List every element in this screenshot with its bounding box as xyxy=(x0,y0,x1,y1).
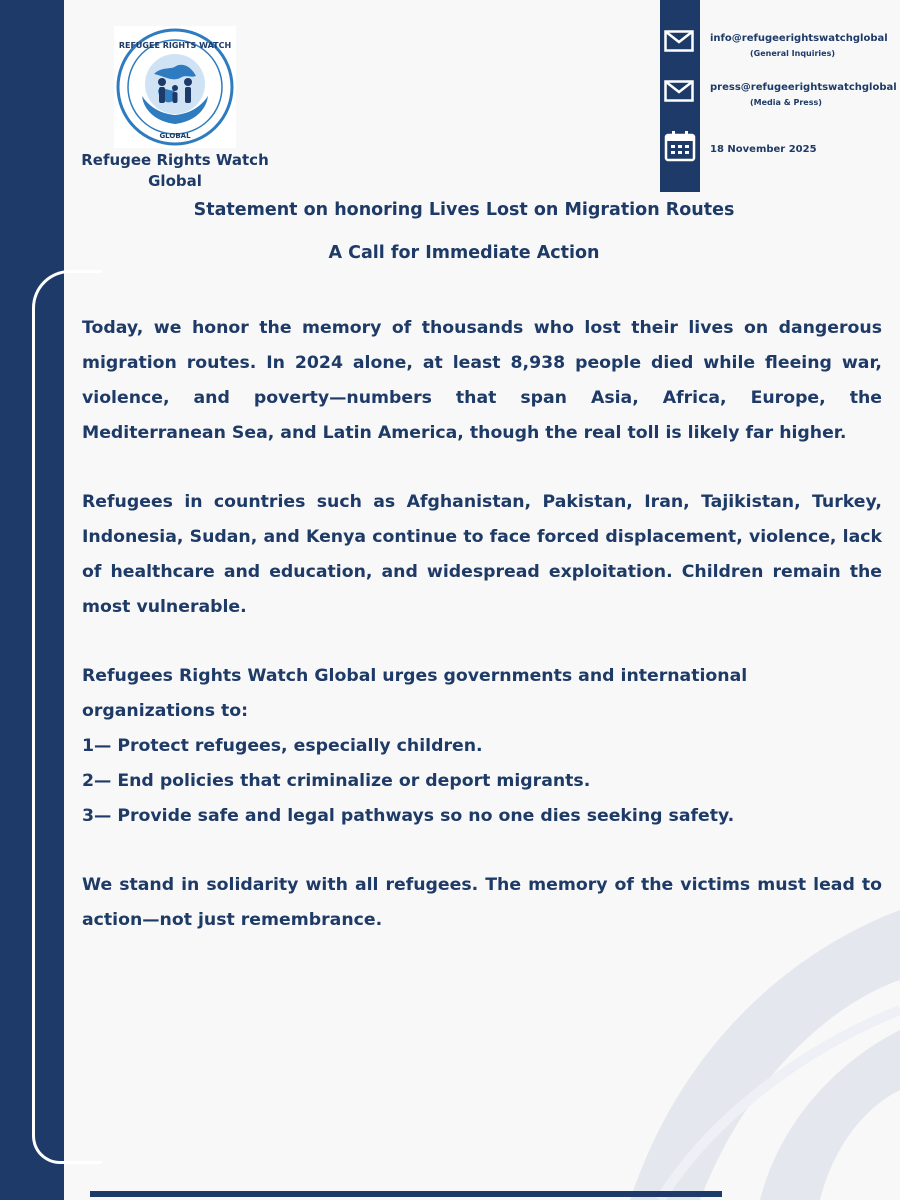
closing-paragraph: We stand in solidarity with all refugees. The memory of the victims must lead to action—not just remembrance. xyxy=(82,875,882,930)
statement-date-block xyxy=(710,143,896,156)
calendar-icon xyxy=(664,130,696,162)
call-intro: Refugees Rights Watch Global urges governments and international organizations to: xyxy=(82,666,748,721)
svg-text:REFUGEE RIGHTS WATCH: REFUGEE RIGHTS WATCH xyxy=(118,41,232,50)
press-email-link[interactable]: press@refugeerightswatchglobal xyxy=(710,82,897,93)
mail-icon xyxy=(664,80,694,102)
statement-subtitle: A Call for Immediate Action xyxy=(328,243,600,263)
general-contact xyxy=(710,32,896,59)
statement-body xyxy=(82,311,882,972)
paragraph-refugee-countries: Refugees in countries such as Afghanistan, Pakistan, Iran, Tajikistan, Turkey, Indonesia, Sudan, and Kenya continue to face forced displacement, violence, lack of healthcare and education, and widespread exploitation. Children remain the most vulnerable. xyxy=(82,492,882,617)
organization-name: Refugee Rights Watch Global xyxy=(81,151,269,190)
mail-icon xyxy=(664,30,694,52)
media-press-label: (Media & Press) xyxy=(750,98,822,107)
press-contact xyxy=(710,81,896,108)
general-email-link[interactable]: info@refugeerightswatchglobal xyxy=(710,33,888,44)
bottom-divider xyxy=(90,1191,722,1197)
general-inquiries-label: (General Inquiries) xyxy=(750,49,836,58)
svg-text:GLOBAL: GLOBAL xyxy=(159,132,191,140)
statement-title: Statement on honoring Lives Lost on Migration Routes xyxy=(193,200,735,220)
demand-item: 3— Provide safe and legal pathways so no one dies seeking safety. xyxy=(82,806,735,826)
organization-logo xyxy=(114,26,236,148)
demand-item: 2— End policies that criminalize or deport migrants. xyxy=(82,771,591,791)
demand-item: 1— Protect refugees, especially children. xyxy=(82,736,483,756)
statement-date: 18 November 2025 xyxy=(710,144,817,155)
call-to-action xyxy=(82,659,882,834)
paragraph-honor-memory: Today, we honor the memory of thousands who lost their lives on dangerous migration routes. In 2024 alone, at least 8,938 people died while fleeing war, violence, and poverty—numbers that span Asia, Africa, Europe, the Mediterranean Sea, and Latin America, though the real toll is likely far higher. xyxy=(82,318,882,443)
